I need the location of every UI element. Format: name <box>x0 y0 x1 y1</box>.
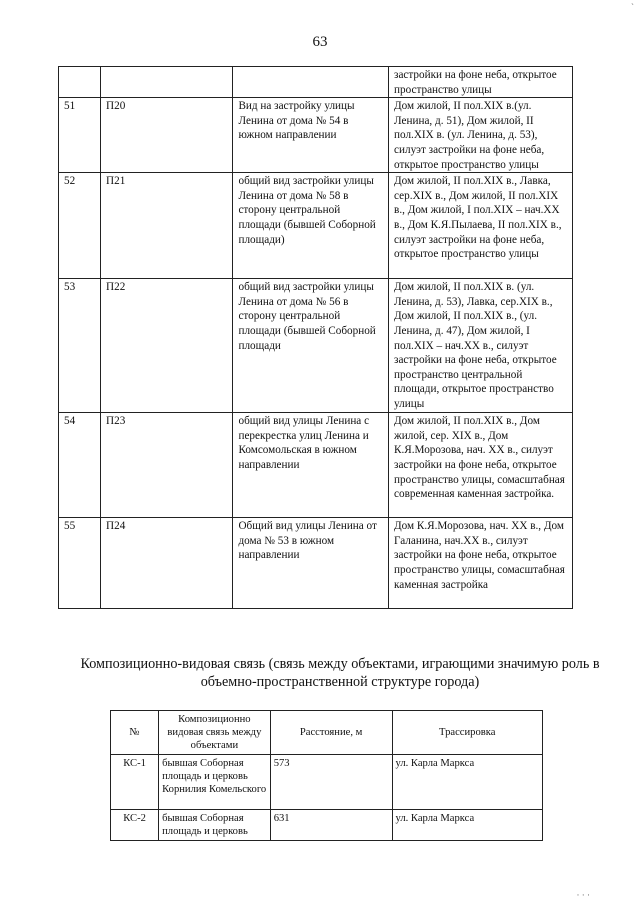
link-objects: бывшая Соборная площадь и церковь <box>159 810 271 841</box>
row-number: 51 <box>59 98 101 173</box>
view-description: общий вид улицы Ленина с перекрестка улиц Ленина и Комсомольская в южном направлении <box>233 413 389 518</box>
view-objects: Дом жилой, II пол.XIX в. (ул. Ленина, д. 53), Лавка, сер.XIX в., Дом жилой, II пол.XIX в., (ул. Ленина, д. 47), Дом жилой, I пол.XIX – нач.XX в., силуэт застройки на фоне неба, открытое пространство центральной площади, открытое пространство улицы <box>389 279 573 413</box>
table-row <box>59 67 573 98</box>
page-number: 63 <box>312 34 328 50</box>
view-objects: Дом жилой, II пол.XIX в.(ул. Ленина, д. 51), Дом жилой, II пол.XIX в. (ул. Ленина, д. 53), силуэт застройки на фоне неба, открытое пространство улицы <box>389 98 573 173</box>
section-title: Композиционно-видовая связь (связь между объектами, играющими значимую роль в объемно-пространственной структуре города) <box>80 656 600 690</box>
view-description: общий вид застройки улицы Ленина от дома № 56 в сторону центральной площади (бывшей Соборной площади <box>233 279 389 413</box>
composition-links-table <box>110 710 543 841</box>
link-id: КС-2 <box>111 810 159 841</box>
viewpoint-code <box>101 67 233 98</box>
scan-mark: ` <box>631 2 634 12</box>
row-number: 53 <box>59 279 101 413</box>
link-distance: 573 <box>270 755 392 810</box>
table-row <box>111 755 543 810</box>
column-header: Трассировка <box>392 711 543 755</box>
column-header: № <box>111 711 159 755</box>
view-description: общий вид застройки улицы Ленина от дома № 58 в сторону центральной площади (бывшей Соборной площади) <box>233 173 389 279</box>
viewpoint-code: П20 <box>101 98 233 173</box>
link-id: КС-1 <box>111 755 159 810</box>
table-row <box>59 518 573 609</box>
row-number: 54 <box>59 413 101 518</box>
table-row <box>59 173 573 279</box>
viewpoint-code: П23 <box>101 413 233 518</box>
view-objects: Дом жилой, II пол.XIX в., Лавка, сер.XIX в., Дом жилой, II пол.XIX в., Дом жилой, I пол.XIX – нач.XX в., Дом К.Я.Пылаева, II пол.XIX в., силуэт застройки на фоне неба, открытое пространство улицы <box>389 173 573 279</box>
view-objects: застройки на фоне неба, открытое пространство улицы <box>389 67 573 98</box>
table-row <box>59 413 573 518</box>
link-route: ул. Карла Маркса <box>392 810 543 841</box>
table-row <box>59 98 573 173</box>
view-description <box>233 67 389 98</box>
link-objects: бывшая Соборная площадь и церковь Корнилия Комельского <box>159 755 271 810</box>
table-row <box>111 810 543 841</box>
link-distance: 631 <box>270 810 392 841</box>
row-number <box>59 67 101 98</box>
column-header: Композиционно видовая связь между объектами <box>159 711 271 755</box>
scan-mark: · · · <box>576 890 590 900</box>
view-description: Общий вид улицы Ленина от дома № 53 в южном направлении <box>233 518 389 609</box>
viewpoint-code: П24 <box>101 518 233 609</box>
viewpoint-code: П22 <box>101 279 233 413</box>
view-description: Вид на застройку улицы Ленина от дома № 54 в южном направлении <box>233 98 389 173</box>
column-header: Расстояние, м <box>270 711 392 755</box>
viewpoints-table <box>58 66 573 609</box>
viewpoint-code: П21 <box>101 173 233 279</box>
view-objects: Дом жилой, II пол.XIX в., Дом жилой, сер. XIX в., Дом К.Я.Морозова, нач. XX в., силуэт застройки на фоне неба, открытое пространство улицы, сомасштабная современная каменная застройка. <box>389 413 573 518</box>
view-objects: Дом К.Я.Морозова, нач. XX в., Дом Галанина, нач.XX в., силуэт застройки на фоне неба, открытое пространство улицы, сомасштабная каменная застройка <box>389 518 573 609</box>
row-number: 55 <box>59 518 101 609</box>
table-row <box>59 279 573 413</box>
link-route: ул. Карла Маркса <box>392 755 543 810</box>
table-header-row <box>111 711 543 755</box>
row-number: 52 <box>59 173 101 279</box>
